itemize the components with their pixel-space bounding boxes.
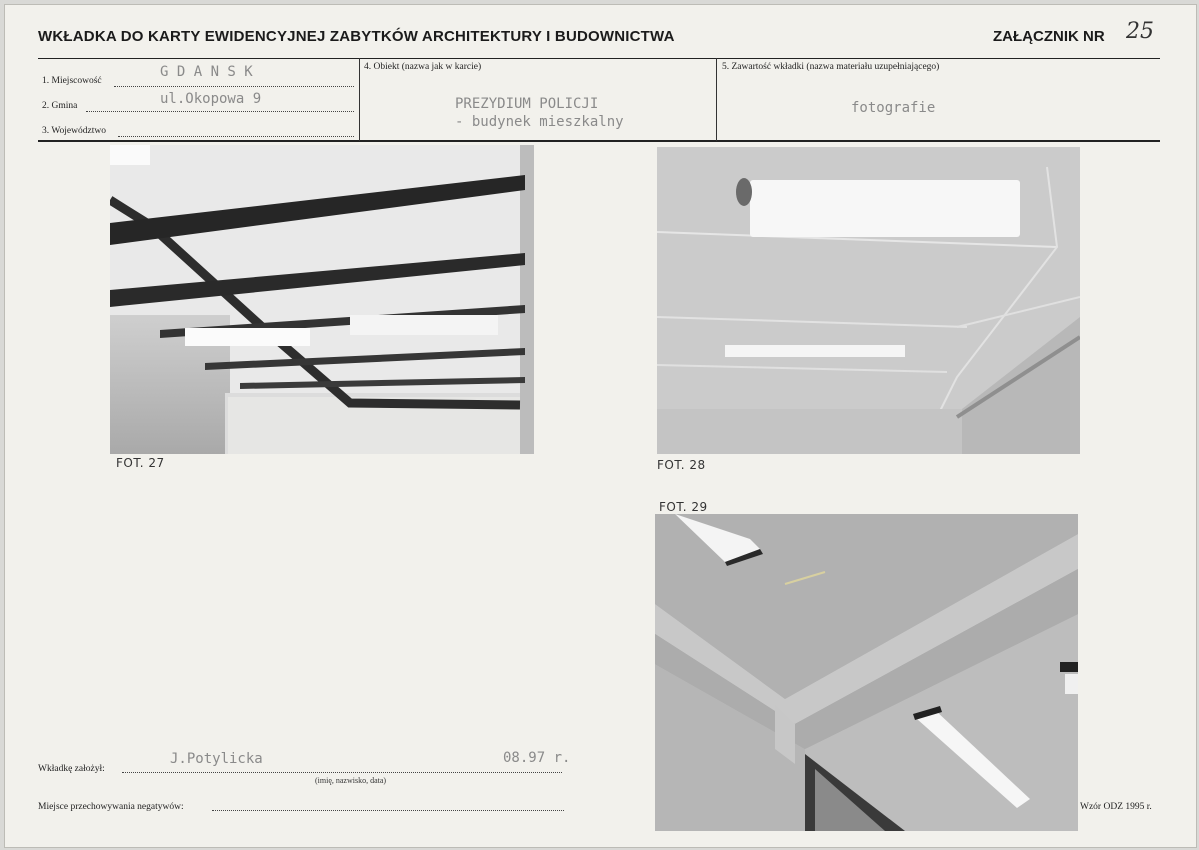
form-title: WKŁADKA DO KARTY EWIDENCYJNEJ ZABYTKÓW ARCHITEKTURY I BUDOWNICTWA (38, 28, 675, 45)
caption-27: FOT. 27 (116, 456, 165, 470)
municipality-value: ul.Okopowa 9 (160, 91, 262, 107)
created-by-value: J.Potylicka (170, 751, 263, 767)
locality-line (114, 86, 354, 87)
negatives-label: Miejsce przechowywania negatywów: (38, 802, 184, 812)
photo-27 (110, 145, 534, 454)
column-divider-2 (716, 58, 717, 141)
created-by-hint: (imię, nazwisko, data) (315, 776, 387, 785)
locality-value: G D A N S K (160, 64, 253, 80)
header-rule-bottom (38, 140, 1160, 142)
column-divider-1 (359, 58, 360, 141)
annex-number: 25 (1126, 19, 1154, 44)
locality-label: 1. Miejscowość (42, 76, 102, 86)
photo-28 (657, 147, 1080, 454)
header-rule-top (38, 58, 1160, 59)
created-by-label: Wkładkę założył: (38, 764, 105, 774)
contents-label: 5. Zawartość wkładki (nazwa materiału uzupełniającego) (722, 62, 940, 72)
municipality-line (86, 111, 354, 112)
contents-value: fotografie (851, 100, 936, 116)
photo-29 (655, 514, 1078, 831)
municipality-label: 2. Gmina (42, 101, 78, 111)
negatives-line (212, 810, 564, 811)
caption-29: FOT. 29 (659, 500, 708, 514)
object-label: 4. Obiekt (nazwa jak w karcie) (364, 62, 482, 72)
date-value: 08.97 r. (503, 750, 571, 766)
voivodeship-line (118, 136, 354, 137)
created-by-line (122, 772, 562, 773)
caption-28: FOT. 28 (657, 458, 706, 472)
form-note: Wzór ODZ 1995 r. (1080, 802, 1152, 812)
voivodeship-label: 3. Województwo (42, 126, 106, 136)
object-value-line1: PREZYDIUM POLICJI (455, 96, 599, 112)
object-value-line2: - budynek mieszkalny (455, 114, 624, 130)
annex-label: ZAŁĄCZNIK NR (993, 28, 1105, 45)
